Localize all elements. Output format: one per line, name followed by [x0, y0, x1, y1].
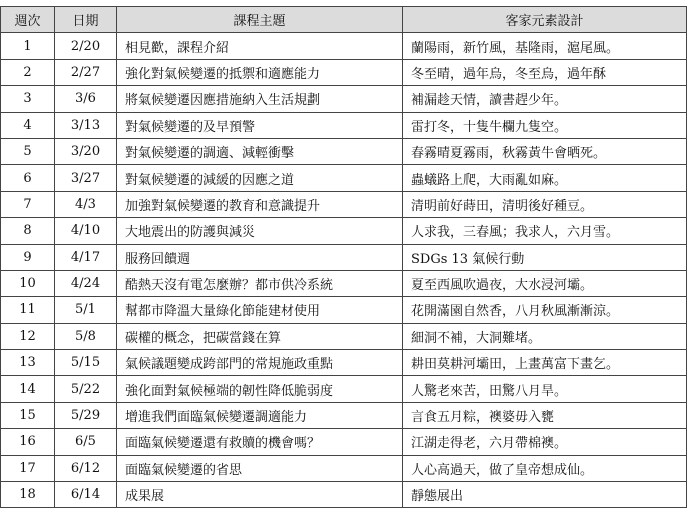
topic-cell: 氣候議題變成跨部門的常規施政重點 [117, 350, 403, 376]
header-date: 日期 [55, 7, 117, 33]
hakka-cell: 清明前好蒔田，清明後好種豆。 [403, 191, 687, 217]
date-cell: 2/20 [55, 33, 117, 59]
date-cell: 5/8 [55, 323, 117, 349]
header-week: 週次 [1, 7, 55, 33]
week-cell: 11 [1, 297, 55, 323]
hakka-cell: 蘭陽雨，新竹風，基隆雨，滬尾風。 [403, 33, 687, 59]
table-row [1, 218, 687, 244]
hakka-cell: 細洞不補，大洞難堵。 [403, 323, 687, 349]
hakka-cell: 靜態展出 [403, 482, 687, 508]
header-row [1, 7, 687, 33]
table-row [1, 323, 687, 349]
topic-cell: 服務回饋週 [117, 244, 403, 270]
week-cell: 4 [1, 112, 55, 138]
topic-cell: 碳權的概念，把碳當錢在算 [117, 323, 403, 349]
topic-cell: 強化對氣候變遷的抵禦和適應能力 [117, 59, 403, 85]
date-cell: 3/20 [55, 138, 117, 164]
hakka-cell: 江湖走得老，六月帶棉襖。 [403, 429, 687, 455]
topic-cell: 對氣候變遷的及早預警 [117, 112, 403, 138]
table-row [1, 350, 687, 376]
date-cell: 6/12 [55, 455, 117, 481]
week-cell: 6 [1, 165, 55, 191]
topic-cell: 加強對氣候變遷的教育和意識提升 [117, 191, 403, 217]
week-cell: 13 [1, 350, 55, 376]
hakka-cell: 人驚老來苦，田驚八月旱。 [403, 376, 687, 402]
topic-cell: 面臨氣候變遷的省思 [117, 455, 403, 481]
date-cell: 4/10 [55, 218, 117, 244]
hakka-cell: 耕田莫耕河壩田，上畫萬富下畫乞。 [403, 350, 687, 376]
hakka-cell: 春霧晴夏霧雨，秋霧黃牛會晒死。 [403, 138, 687, 164]
table-row [1, 138, 687, 164]
topic-cell: 相見歡，課程介紹 [117, 33, 403, 59]
date-cell: 4/17 [55, 244, 117, 270]
table-row [1, 429, 687, 455]
header-topic: 課程主題 [117, 7, 403, 33]
table-row [1, 112, 687, 138]
hakka-cell: 言食五月粽，襖婆毋入甕 [403, 402, 687, 428]
date-cell: 5/1 [55, 297, 117, 323]
date-cell: 4/3 [55, 191, 117, 217]
hakka-cell: SDGs 13 氣候行動 [403, 244, 687, 270]
week-cell: 9 [1, 244, 55, 270]
hakka-cell: 補漏趁天情，讀書趕少年。 [403, 86, 687, 112]
hakka-cell: 人求我，三春風；我求人，六月雪。 [403, 218, 687, 244]
hakka-cell: 冬至晴，過年烏，冬至烏，過年酥 [403, 59, 687, 85]
week-cell: 12 [1, 323, 55, 349]
hakka-cell: 人心高過天，做了皇帝想成仙。 [403, 455, 687, 481]
date-cell: 2/27 [55, 59, 117, 85]
week-cell: 3 [1, 86, 55, 112]
table-header [1, 7, 687, 33]
table-row [1, 33, 687, 59]
hakka-cell: 夏至西風吹過夜，大水浸河壩。 [403, 270, 687, 296]
topic-cell: 面臨氣候變遷還有救贖的機會嗎？ [117, 429, 403, 455]
table-row [1, 59, 687, 85]
date-cell: 3/6 [55, 86, 117, 112]
date-cell: 5/29 [55, 402, 117, 428]
table-body [1, 33, 687, 508]
table-row [1, 244, 687, 270]
hakka-cell: 蟲蟻路上爬，大雨亂如麻。 [403, 165, 687, 191]
topic-cell: 成果展 [117, 482, 403, 508]
table-row [1, 376, 687, 402]
table-row [1, 297, 687, 323]
table-row [1, 191, 687, 217]
topic-cell: 將氣候變遷因應措施納入生活規劃 [117, 86, 403, 112]
week-cell: 10 [1, 270, 55, 296]
date-cell: 6/14 [55, 482, 117, 508]
week-cell: 8 [1, 218, 55, 244]
table-row [1, 482, 687, 508]
date-cell: 3/13 [55, 112, 117, 138]
week-cell: 18 [1, 482, 55, 508]
hakka-cell: 雷打冬，十隻牛欄九隻空。 [403, 112, 687, 138]
week-cell: 14 [1, 376, 55, 402]
week-cell: 16 [1, 429, 55, 455]
week-cell: 7 [1, 191, 55, 217]
table-row [1, 270, 687, 296]
week-cell: 2 [1, 59, 55, 85]
topic-cell: 對氣候變遷的減緩的因應之道 [117, 165, 403, 191]
topic-cell: 幫都市降溫大量綠化節能建材使用 [117, 297, 403, 323]
topic-cell: 強化面對氣候極端的韌性降低脆弱度 [117, 376, 403, 402]
table-row [1, 402, 687, 428]
date-cell: 6/5 [55, 429, 117, 455]
topic-cell: 對氣候變遷的調適、減輕衝擊 [117, 138, 403, 164]
week-cell: 15 [1, 402, 55, 428]
date-cell: 5/22 [55, 376, 117, 402]
date-cell: 3/27 [55, 165, 117, 191]
topic-cell: 酷熱天沒有電怎麼辦？都市供冷系統 [117, 270, 403, 296]
table-row [1, 86, 687, 112]
week-cell: 17 [1, 455, 55, 481]
week-cell: 1 [1, 33, 55, 59]
hakka-cell: 花開滿園自然香，八月秋風漸漸涼。 [403, 297, 687, 323]
date-cell: 5/15 [55, 350, 117, 376]
topic-cell: 大地震出的防護與減災 [117, 218, 403, 244]
header-hakka: 客家元素設計 [403, 7, 687, 33]
topic-cell: 增進我們面臨氣候變遷調適能力 [117, 402, 403, 428]
course-schedule-table [0, 6, 687, 508]
table-row [1, 165, 687, 191]
table-row [1, 455, 687, 481]
week-cell: 5 [1, 138, 55, 164]
date-cell: 4/24 [55, 270, 117, 296]
